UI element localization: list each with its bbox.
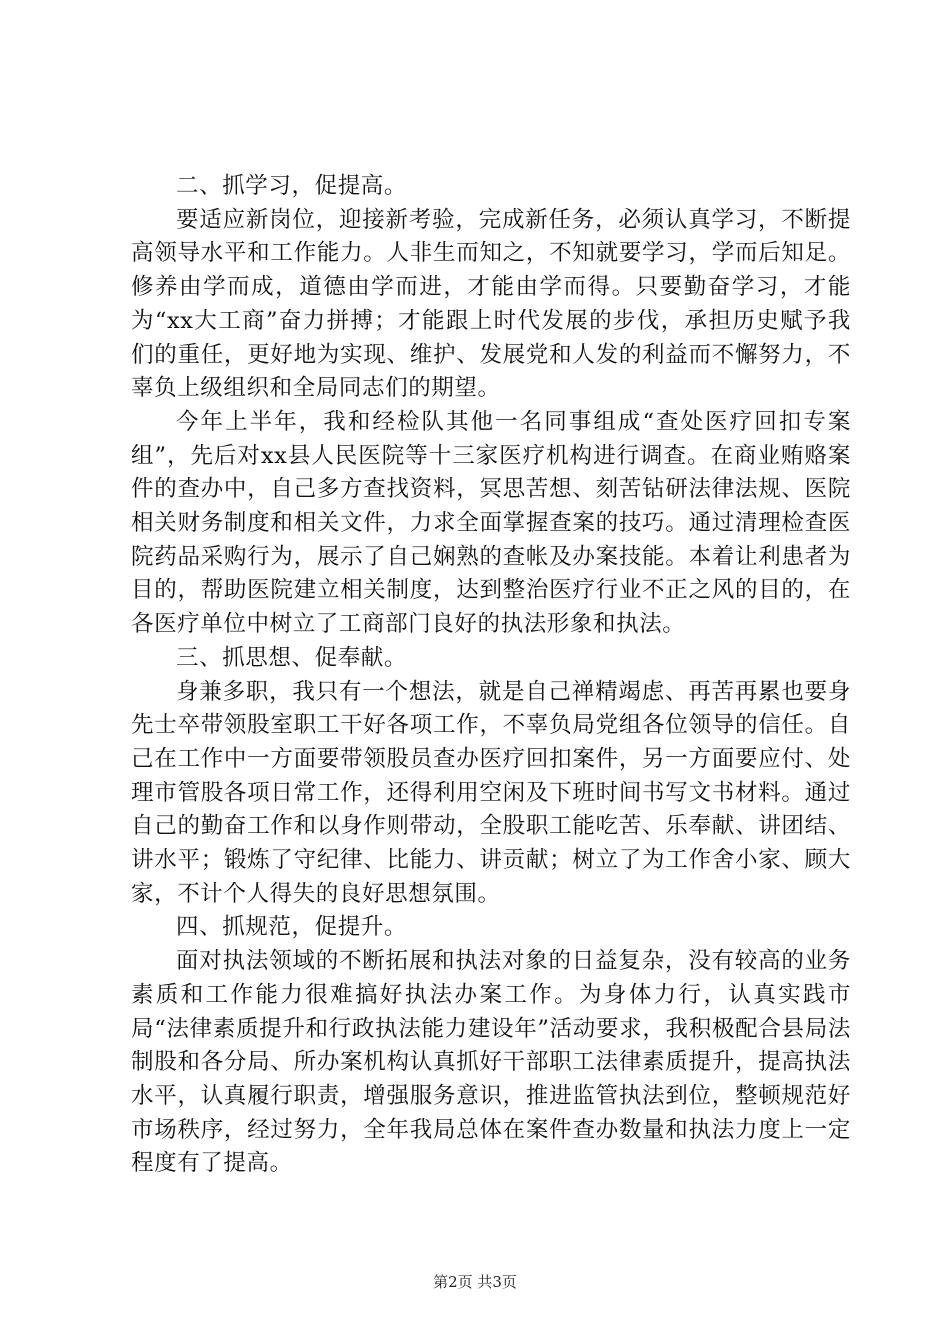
paragraph-dedication: 身兼多职，我只有一个想法，就是自己禅精竭虑、再苦再累也要身先士卒带领股室职工干好各项工作，不辜负局党组各位领导的信任。自己在工作中一方面要带领股员查办医疗回扣案件，另一方面要应付、处理市管股各项日常工作，还得利用空闲及下班时间书写文书材料。通过自己的勤奋工作和以身作则带动，全股职工能吃苦、乐奉献、讲团结、讲水平；锻炼了守纪律、比能力、讲贡献；树立了为工作舍小家、顾大家，不计个人得失的良好思想氛围。: [131, 678, 851, 907]
page-number-footer: 第2页 共3页: [433, 1273, 517, 1291]
paragraph-standards: 面对执法领域的不断拓展和执法对象的日益复杂，没有较高的业务素质和工作能力很难搞好执法办案工作。为身体力行，认真实践市局“法律素质提升和行政执法能力建设年”活动要求，我积极配合县局法制股和各分局、所办案机构认真抓好干部职工法律素质提升，提高执法水平，认真履行职责，增强服务意识，推进监管执法到位，整顿规范好市场秩序，经过努力，全年我局总体在案件查办数量和执法力度上一定程度有了提高。: [131, 948, 851, 1177]
section-heading-3: 三、抓思想、促奉献。: [176, 644, 408, 671]
paragraph-medical-case: 今年上半年，我和经检队其他一名同事组成“查处医疗回扣专案组”，先后对xx县人民医院等十三家医疗机构进行调查。在商业贿赂案件的查办中，自己多方查找资料，冥思苦想、刻苦钻研法律法规、医院相关财务制度和相关文件，力求全面掌握查案的技巧。通过清理检查医院药品采购行为，展示了自己娴熟的查帐及办案技能。本着让利患者为目的，帮助医院建立相关制度，达到整治医疗行业不正之风的目的，在各医疗单位中树立了工商部门良好的执法形象和执法。: [131, 408, 851, 638]
document-body: [131, 170, 851, 1181]
section-heading-2: 二、抓学习，促提高。: [176, 173, 408, 199]
section-heading-4: 四、抓规范，促提升。: [176, 914, 408, 941]
paragraph-study: 要适应新岗位，迎接新考验，完成新任务，必须认真学习，不断提高领导水平和工作能力。人非生而知之，不知就要学习，学而后知足。修养由学而成，道德由学而进，才能由学而得。只要勤奋学习，才能为“xx大工商”奋力拼搏；才能跟上时代发展的步伐，承担历史赋予我们的重任，更好地为实现、维护、发展党和人发的利益而不懈努力，不辜负上级组织和全局同志们的期望。: [131, 206, 851, 402]
